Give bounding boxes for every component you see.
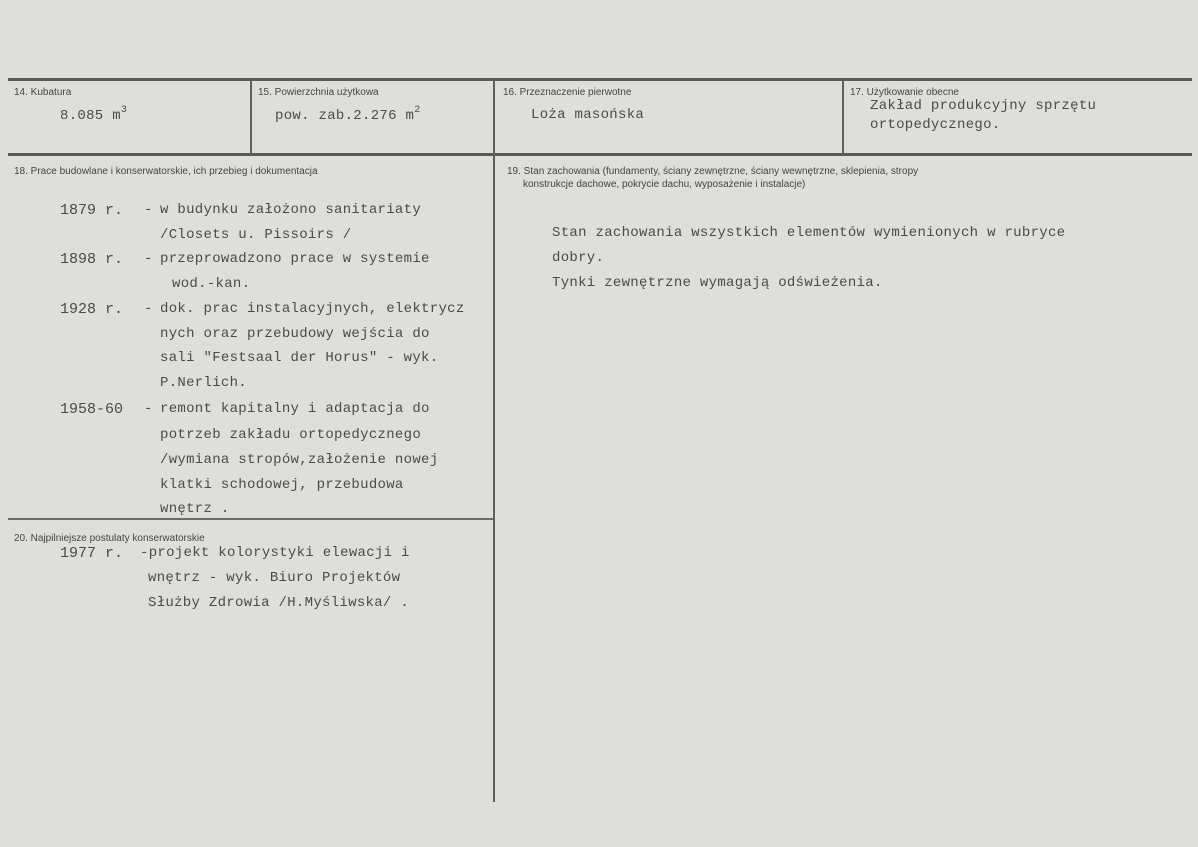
field-14-label: 14. Kubatura [14, 87, 72, 98]
entry-dash: - [144, 301, 153, 317]
field-20-line: -projekt kolorystyki elewacji i [140, 545, 410, 561]
entry-year: 1958-60 [60, 401, 124, 418]
entry-dash: - [144, 401, 153, 417]
entry-line: sali "Festsaal der Horus" - wyk. [160, 350, 439, 366]
field-17-line: ortopedycznego. [870, 117, 1001, 133]
field-16-label: 16. Przeznaczenie pierwotne [503, 87, 632, 98]
entry-line: przeprowadzono prace w systemie [160, 251, 430, 267]
field-19-line: Tynki zewnętrzne wymagają odświeżenia. [552, 275, 883, 291]
entry-line: nych oraz przebudowy wejścia do [160, 326, 430, 342]
divider-16-17 [842, 80, 844, 154]
entry-line: dok. prac instalacyjnych, elektrycz [160, 301, 465, 317]
entry-line: w budynku założono sanitariaty [160, 202, 422, 218]
entry-line: /wymiana stropów,założenie nowej [160, 452, 439, 468]
field-16-value: Loża masońska [531, 107, 645, 123]
entry-year: 1879 r. [60, 202, 124, 219]
field-14-value: 8.085 $m^3$ [60, 105, 128, 124]
entry-year: 1928 r. [60, 301, 124, 318]
entry-line: wnętrz . [160, 501, 230, 517]
field-19-label-cont: konstrukcje dachowe, pokrycie dachu, wyposażenie i instalacje) [523, 179, 806, 190]
entry-dash: - [144, 202, 153, 218]
divider-14-15 [250, 80, 252, 154]
entry-line: potrzeb zakładu ortopedycznego [160, 427, 422, 443]
field-15-value: pow. zab.2.276 $m^2$ [275, 105, 421, 124]
divider-left-right [493, 80, 495, 802]
field-19-line: Stan zachowania wszystkich elementów wymienionych w rubryce [552, 225, 1066, 241]
middle-rule [8, 153, 1192, 156]
field-17-label: 17. Użytkowanie obecne [850, 87, 959, 98]
field-18-label: 18. Prace budowlane i konserwatorskie, ich przebieg i dokumentacja [14, 166, 318, 177]
field-15-label: 15. Powierzchnia użytkowa [258, 87, 379, 98]
entry-line: wod.-kan. [172, 276, 251, 292]
entry-line: /Closets u. Pissoirs / [160, 227, 352, 243]
field-20-line: Służby Zdrowia /H.Myśliwska/ . [148, 595, 410, 611]
entry-year: 1898 r. [60, 251, 124, 268]
field-20-label: 20. Najpilniejsze postulaty konserwatorskie [14, 533, 205, 544]
top-rule [8, 78, 1192, 81]
field-19-label: 19. Stan zachowania (fundamenty, ściany zewnętrzne, ściany wewnętrzne, sklepienia, stropy [507, 166, 919, 177]
field-20-year: 1977 r. [60, 545, 124, 562]
field-19-line: dobry. [552, 250, 605, 266]
entry-line: klatki schodowej, przebudowa [160, 477, 404, 493]
entry-dash: - [144, 251, 153, 267]
field-17-line: Zakład produkcyjny sprzętu [870, 98, 1097, 114]
entry-line: P.Nerlich. [160, 375, 248, 391]
field-20-line: wnętrz - wyk. Biuro Projektów [148, 570, 401, 586]
section-20-rule [8, 518, 494, 520]
entry-line: remont kapitalny i adaptacja do [160, 401, 430, 417]
